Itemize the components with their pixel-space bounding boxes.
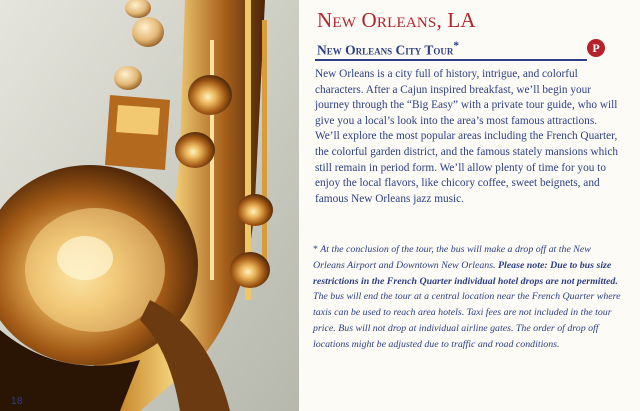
city-title: New Orleans, LA	[317, 8, 476, 32]
footnote-marker: *	[313, 244, 318, 255]
footnote-part2: The bus will end the tour at a central location near the French Quarter where taxis can be used to reach area hotels. Taxi fees are not included in the tour price. Bus will not drop at individual airline gates. The order of drop off locations might be adjusted due to traffic and road conditions.	[313, 291, 621, 350]
saxophone-photo	[0, 0, 299, 411]
tour-header	[315, 35, 606, 61]
tour-info-panel	[299, 0, 640, 411]
p-badge-icon: P	[587, 39, 605, 57]
footnote-part1: At the conclusion of the tour, the bus will make a drop off at the New Orleans Airport and Downtown New Orleans.	[313, 244, 591, 271]
tour-footnote	[313, 242, 621, 353]
tour-description: New Orleans is a city full of history, intrigue, and colorful characters. After a Cajun inspired breakfast, we’ll begin your journey through the “Big Easy” with a private tour guide, who will give you a local’s look into the area’s most famous attractions. We’ll explore the most popular areas including the French Quarter, the colorful garden district, and the famous stately mansions which still remain in period form. We’ll allow plenty of time for you to enjoy the local flavors, like chicory coffee, sweet beignets, and famous New Orleans jazz music.	[315, 68, 619, 205]
tour-name-asterisk: *	[453, 40, 460, 52]
tour-name-text: New Orleans City Tour	[317, 42, 454, 58]
tour-name	[317, 38, 459, 59]
tour-header-rule	[315, 59, 587, 61]
page-number: 18	[11, 396, 23, 407]
footnote-emphasis: Please note: Due to bus size restrictions in the French Quarter individual hotel drops are not permitted.	[313, 259, 618, 287]
